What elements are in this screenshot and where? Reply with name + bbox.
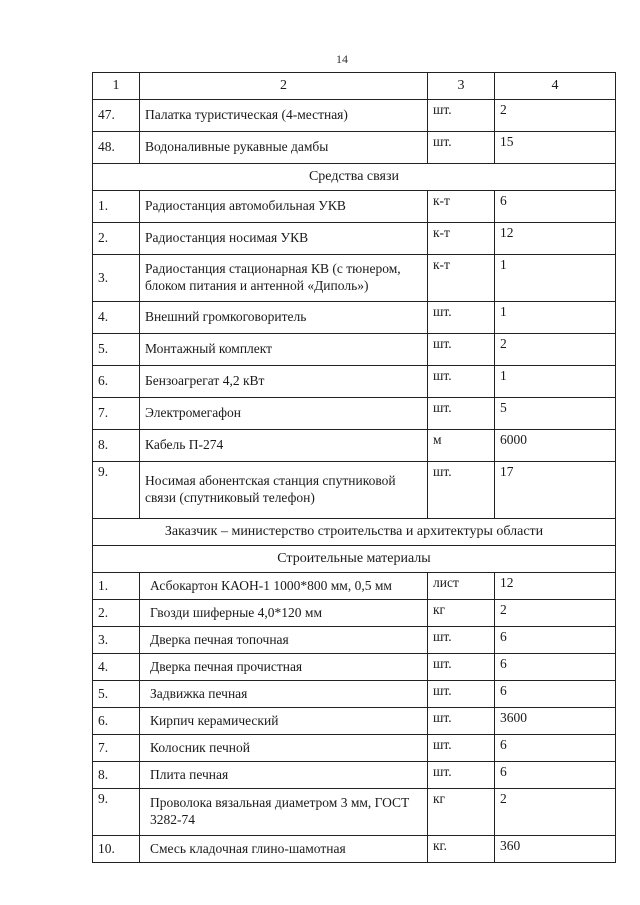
row-number: 8. (93, 430, 140, 462)
table-row (93, 735, 616, 762)
item-name: Кирпич керамический (140, 708, 428, 735)
item-unit: к-т (428, 191, 495, 223)
item-qty: 1 (495, 366, 616, 398)
item-qty: 6 (495, 654, 616, 681)
item-unit: к-т (428, 255, 495, 302)
section-title-communications: Средства связи (93, 164, 616, 191)
item-name: Дверка печная прочистная (140, 654, 428, 681)
item-name: Палатка туристическая (4-местная) (140, 100, 428, 132)
table-row (93, 836, 616, 863)
row-number: 3. (93, 255, 140, 302)
header-cell: 1 (93, 73, 140, 100)
inventory-table (92, 72, 616, 863)
item-qty: 3600 (495, 708, 616, 735)
item-name: Кабель П-274 (140, 430, 428, 462)
item-unit: лист (428, 573, 495, 600)
page-number: 14 (336, 52, 348, 66)
table-row (93, 223, 616, 255)
table-row (93, 302, 616, 334)
item-unit: шт. (428, 366, 495, 398)
item-name: Задвижка печная (140, 681, 428, 708)
item-qty: 360 (495, 836, 616, 863)
table-row (93, 627, 616, 654)
item-qty: 6000 (495, 430, 616, 462)
item-qty: 2 (495, 789, 616, 836)
item-name: Смесь кладочная глино-шамотная (140, 836, 428, 863)
item-unit: шт. (428, 132, 495, 164)
header-cell: 4 (495, 73, 616, 100)
table-row (93, 132, 616, 164)
item-qty: 12 (495, 223, 616, 255)
item-qty: 6 (495, 627, 616, 654)
item-unit: кг (428, 600, 495, 627)
row-number: 9. (93, 462, 140, 519)
section-row (93, 546, 616, 573)
row-number: 47. (93, 100, 140, 132)
row-number: 8. (93, 762, 140, 789)
item-name: Проволока вязальная диаметром 3 мм, ГОСТ 3282-74 (140, 789, 428, 836)
header-cell: 2 (140, 73, 428, 100)
row-number: 10. (93, 836, 140, 863)
table-row (93, 708, 616, 735)
item-qty: 15 (495, 132, 616, 164)
item-name: Асбокартон КАОН-1 1000*800 мм, 0,5 мм (140, 573, 428, 600)
row-number: 6. (93, 708, 140, 735)
item-qty: 2 (495, 334, 616, 366)
item-qty: 2 (495, 600, 616, 627)
table-row (93, 398, 616, 430)
item-name: Радиостанция носимая УКВ (140, 223, 428, 255)
row-number: 6. (93, 366, 140, 398)
item-unit: шт. (428, 627, 495, 654)
section-title-materials: Строительные материалы (93, 546, 616, 573)
section-row (93, 164, 616, 191)
item-unit: шт. (428, 708, 495, 735)
table-row (93, 255, 616, 302)
item-qty: 1 (495, 302, 616, 334)
item-qty: 1 (495, 255, 616, 302)
item-unit: кг. (428, 836, 495, 863)
item-unit: шт. (428, 398, 495, 430)
item-unit: шт. (428, 681, 495, 708)
table-header-row (93, 73, 616, 100)
table-row (93, 462, 616, 519)
table-row (93, 334, 616, 366)
item-name: Водоналивные рукавные дамбы (140, 132, 428, 164)
table-row (93, 654, 616, 681)
item-qty: 6 (495, 735, 616, 762)
row-number: 48. (93, 132, 140, 164)
row-number: 7. (93, 398, 140, 430)
item-name: Колосник печной (140, 735, 428, 762)
table-row (93, 600, 616, 627)
item-unit: шт. (428, 735, 495, 762)
item-qty: 6 (495, 191, 616, 223)
item-unit: шт. (428, 462, 495, 519)
section-title-customer: Заказчик – министерство строительства и архитектуры области (93, 519, 616, 546)
item-unit: к-т (428, 223, 495, 255)
item-unit: шт. (428, 100, 495, 132)
row-number: 7. (93, 735, 140, 762)
row-number: 4. (93, 654, 140, 681)
item-qty: 12 (495, 573, 616, 600)
item-qty: 6 (495, 681, 616, 708)
item-qty: 5 (495, 398, 616, 430)
item-name: Электромегафон (140, 398, 428, 430)
item-name: Радиостанция стационарная КВ (с тюнером, блоком питания и антенной «Диполь») (140, 255, 428, 302)
row-number: 5. (93, 334, 140, 366)
table-row (93, 681, 616, 708)
row-number: 4. (93, 302, 140, 334)
item-unit: шт. (428, 762, 495, 789)
table-row (93, 366, 616, 398)
header-cell: 3 (428, 73, 495, 100)
item-name: Дверка печная топочная (140, 627, 428, 654)
table-row (93, 100, 616, 132)
row-number: 9. (93, 789, 140, 836)
item-qty: 2 (495, 100, 616, 132)
item-name: Внешний громкоговоритель (140, 302, 428, 334)
row-number: 3. (93, 627, 140, 654)
item-unit: кг (428, 789, 495, 836)
table-row (93, 573, 616, 600)
table-row (93, 430, 616, 462)
table-row (93, 191, 616, 223)
item-name: Бензоагрегат 4,2 кВт (140, 366, 428, 398)
item-qty: 6 (495, 762, 616, 789)
row-number: 1. (93, 191, 140, 223)
item-name: Монтажный комплект (140, 334, 428, 366)
item-name: Носимая абонентская станция спутниковой связи (спутниковый телефон) (140, 462, 428, 519)
item-qty: 17 (495, 462, 616, 519)
row-number: 2. (93, 600, 140, 627)
item-name: Гвозди шиферные 4,0*120 мм (140, 600, 428, 627)
item-unit: шт. (428, 334, 495, 366)
item-name: Плита печная (140, 762, 428, 789)
item-unit: шт. (428, 654, 495, 681)
section-row (93, 519, 616, 546)
table-row (93, 789, 616, 836)
table-row (93, 762, 616, 789)
item-unit: шт. (428, 302, 495, 334)
item-unit: м (428, 430, 495, 462)
item-name: Радиостанция автомобильная УКВ (140, 191, 428, 223)
row-number: 1. (93, 573, 140, 600)
row-number: 2. (93, 223, 140, 255)
row-number: 5. (93, 681, 140, 708)
